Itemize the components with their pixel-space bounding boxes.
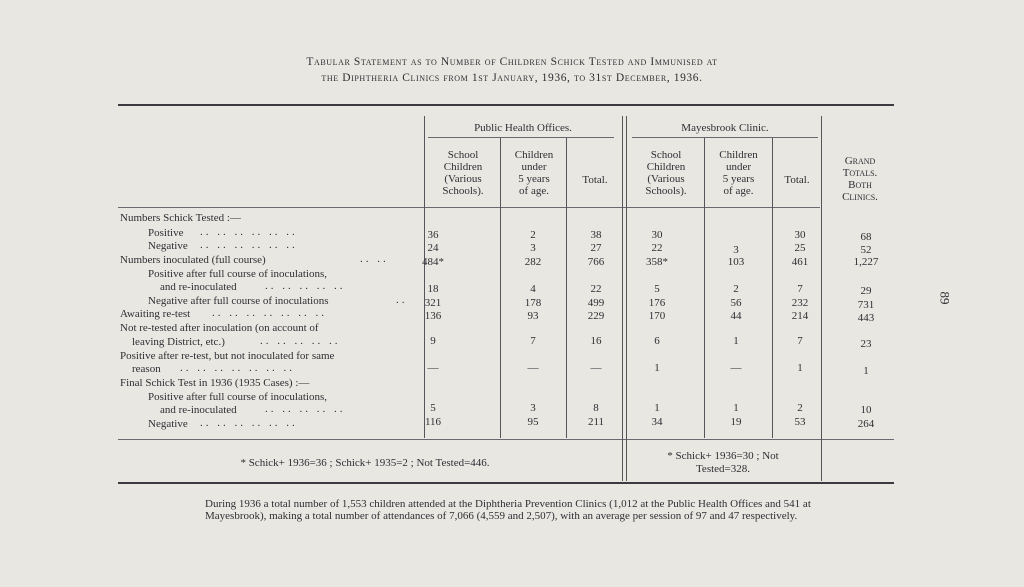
leader-dots: .. <box>396 294 408 306</box>
cell-grand-total: 23 <box>860 338 872 350</box>
cell-mb-school: 34 <box>651 416 663 428</box>
label-final-schick: Final Schick Test in 1936 (1935 Cases) :— <box>120 377 310 389</box>
footnote-mayesbrook <box>628 450 818 476</box>
cell-mb-school: 1 <box>654 402 660 414</box>
col-header-under-5: Children under 5 years of age. <box>514 149 554 197</box>
label-positive: Positive <box>148 227 184 239</box>
cell-mb-total: 461 <box>791 256 809 268</box>
col-header-grand-totals: Grand Totals. Both Clinics. <box>842 155 878 203</box>
cell-grand-total: 1,227 <box>853 256 879 268</box>
cell-ph-total: 499 <box>587 297 605 309</box>
cell-mb-total: 232 <box>791 297 809 309</box>
page-number: 89 <box>937 291 953 305</box>
cell-mb-under5: 56 <box>730 297 742 309</box>
label-negative-after: Negative after full course of inoculations <box>148 295 329 307</box>
summary-paragraph: During 1936 a total number of 1,553 children attended at the Diphtheria Prevention Clinics (1,012 at the Public Health Offices and 541 at Mayesbrook), making a total number of attendances of 7,066 (4,559 and 2,507), with an average per session of 97 and 47 respectively. <box>205 498 811 522</box>
cell-grand-total: 10 <box>860 404 872 416</box>
leader-dots: .. .. .. .. .. .. .. <box>212 307 327 319</box>
label-final-positive-a: Positive after full course of inoculations, <box>148 391 328 403</box>
cell-ph-under5: 282 <box>524 256 542 268</box>
cell-mb-school: 5 <box>654 283 660 295</box>
label-final-negative: Negative <box>148 418 188 430</box>
cell-mb-under5: 1 <box>733 402 739 414</box>
cell-mb-total: 25 <box>794 242 806 254</box>
cell-mb-school: 22 <box>651 242 663 254</box>
cell-mb-under5: 19 <box>730 416 742 428</box>
cell-ph-under5: 4 <box>530 283 536 295</box>
cell-ph-school: 116 <box>424 416 442 428</box>
group1-underline <box>428 137 614 138</box>
leader-dots: .. .. <box>360 253 389 265</box>
leader-dots: .. .. .. .. .. .. .. <box>180 362 295 374</box>
footnote-public-health: * Schick+ 1936=36 ; Schick+ 1935=2 ; Not Tested=446. <box>240 457 490 469</box>
cell-ph-school: 5 <box>430 402 436 414</box>
leader-dots: .. .. .. .. .. .. <box>200 417 298 429</box>
footnote-mayesbrook-line-2: Tested=328. <box>695 463 750 475</box>
cell-mb-school: 358* <box>646 256 668 268</box>
cell-ph-under5: 3 <box>530 402 536 414</box>
cell-mb-total: 214 <box>791 310 809 322</box>
label-inoculated: Numbers inoculated (full course) <box>120 254 266 266</box>
cell-ph-under5: — <box>527 362 539 374</box>
footnote-mayesbrook-line-1: * Schick+ 1936=30 ; Not <box>667 450 779 462</box>
cell-grand-total: 52 <box>860 244 872 256</box>
cell-ph-school: 36 <box>427 229 439 241</box>
label-positive-retest-a: Positive after re-test, but not inoculated for same <box>120 350 335 362</box>
cell-mb-under5: 103 <box>727 256 745 268</box>
cell-mb-total: 7 <box>797 335 803 347</box>
cell-ph-school: 18 <box>427 283 439 295</box>
cell-mb-total: 1 <box>797 362 803 374</box>
leader-dots: .. .. .. .. .. <box>265 403 346 415</box>
col-header-under-5: Children under 5 years of age. <box>719 149 758 197</box>
cell-mb-under5: 2 <box>733 283 739 295</box>
group-header-mayesbrook: Mayesbrook Clinic. <box>681 122 769 134</box>
cell-grand-total: 1 <box>863 365 869 377</box>
cell-ph-school: 484* <box>422 256 444 268</box>
cell-mb-school: 30 <box>651 229 663 241</box>
label-positive-after-b: and re-inoculated <box>160 281 237 293</box>
cell-ph-total: 27 <box>590 242 602 254</box>
cell-ph-total: 22 <box>590 283 602 295</box>
group-header-public-health: Public Health Offices. <box>474 122 572 134</box>
leader-dots: .. .. .. .. .. .. <box>200 226 298 238</box>
cell-mb-total: 30 <box>794 229 806 241</box>
cell-ph-total: 38 <box>590 229 602 241</box>
label-schick-tested: Numbers Schick Tested :— <box>120 212 241 224</box>
cell-ph-school: — <box>427 362 439 374</box>
col-header-total: Total. <box>582 174 608 186</box>
col-divider <box>500 138 501 438</box>
title-line-1: Tabular Statement as to Number of Children Schick Tested and Immunised at <box>306 56 718 68</box>
cell-mb-under5: 3 <box>733 244 739 256</box>
cell-ph-under5: 93 <box>527 310 539 322</box>
cell-ph-total: — <box>590 362 602 374</box>
cell-ph-total: 211 <box>587 416 605 428</box>
label-positive-after-a: Positive after full course of inoculations, <box>148 268 328 280</box>
cell-mb-total: 53 <box>794 416 806 428</box>
cell-grand-total: 731 <box>857 299 875 311</box>
cell-mb-under5: 1 <box>733 335 739 347</box>
col-divider <box>424 116 425 438</box>
cell-ph-school: 24 <box>427 242 439 254</box>
cell-ph-total: 229 <box>587 310 605 322</box>
cell-ph-total: 766 <box>587 256 605 268</box>
cell-grand-total: 443 <box>857 312 875 324</box>
cell-ph-under5: 178 <box>524 297 542 309</box>
col-header-total: Total. <box>784 174 810 186</box>
cell-grand-total: 68 <box>860 231 872 243</box>
cell-ph-school: 9 <box>430 335 436 347</box>
label-negative: Negative <box>148 240 188 252</box>
col-header-school-children: School Children (Various Schools). <box>645 149 687 197</box>
cell-ph-school: 321 <box>424 297 442 309</box>
cell-mb-school: 1 <box>654 362 660 374</box>
cell-mb-total: 2 <box>797 402 803 414</box>
cell-mb-total: 7 <box>797 283 803 295</box>
leader-dots: .. .. .. .. .. <box>260 335 341 347</box>
cell-mb-under5: 44 <box>730 310 742 322</box>
group2-underline <box>632 137 818 138</box>
leader-dots: .. .. .. .. .. .. <box>200 239 298 251</box>
cell-ph-under5: 3 <box>530 242 536 254</box>
cell-mb-under5: — <box>730 362 742 374</box>
cell-grand-total: 29 <box>860 285 872 297</box>
title-line-2: the Diphtheria Clinics from 1st January, 1936, to 31st December, 1936. <box>321 72 703 84</box>
cell-ph-school: 136 <box>424 310 442 322</box>
label-positive-retest-b: reason <box>132 363 161 375</box>
cell-ph-total: 16 <box>590 335 602 347</box>
cell-ph-under5: 7 <box>530 335 536 347</box>
cell-grand-total: 264 <box>857 418 875 430</box>
label-not-retested-b: leaving District, etc.) <box>132 336 225 348</box>
cell-ph-under5: 2 <box>530 229 536 241</box>
label-not-retested-a: Not re-tested after inoculation (on account of <box>120 322 319 334</box>
leader-dots: .. .. .. .. .. <box>265 280 346 292</box>
cell-ph-under5: 95 <box>527 416 539 428</box>
cell-mb-school: 170 <box>648 310 666 322</box>
label-final-positive-b: and re-inoculated <box>160 404 237 416</box>
cell-mb-school: 176 <box>648 297 666 309</box>
cell-mb-school: 6 <box>654 335 660 347</box>
label-awaiting: Awaiting re-test <box>120 308 191 320</box>
col-header-school-children: School Children (Various Schools). <box>442 149 484 197</box>
cell-ph-total: 8 <box>593 402 599 414</box>
